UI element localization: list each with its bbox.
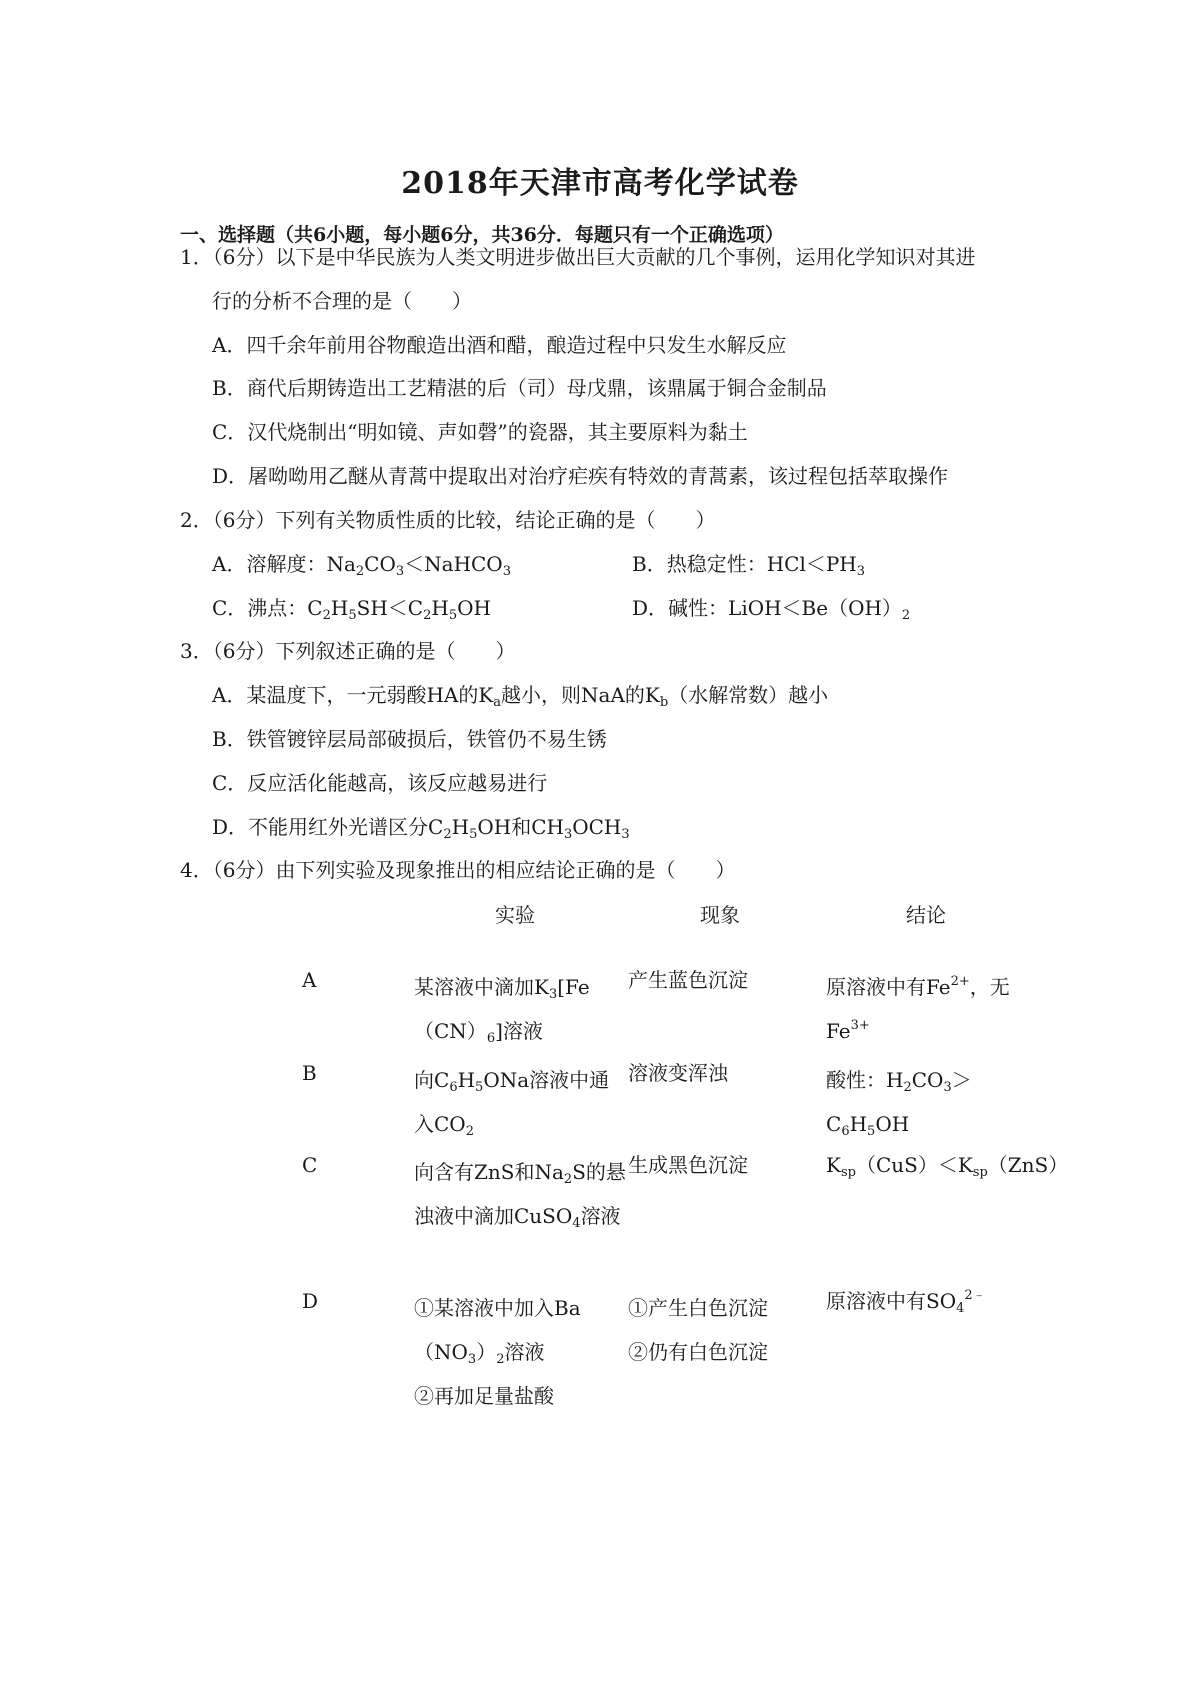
q2-option-b: B．热稳定性：$HCl<PH_3$ (632, 552, 866, 579)
q1-option-c: C．汉代烧制出“明如镜、声如磬”的瓷器，其主要原料为黏土 (212, 420, 748, 444)
table-header-conclusion: 结论 (906, 903, 946, 927)
row-d-phenomenon: ①产生白色沉淀 ②仍有白色沉淀 (628, 1296, 768, 1364)
q1-stem-line1: 1．（6分）以下是中华民族为人类文明进步做出巨大贡献的几个事例，运用化学知识对其进 (180, 245, 976, 269)
q2-option-a: A．溶解度：$Na_2CO_3<NaHCO_3$ (212, 552, 511, 579)
row-b-conclusion: 酸性：$H_2CO_3>C_6H_5OH$ (826, 1068, 972, 1139)
q1-stem-line2: 行的分析不合理的是（ ） (212, 289, 472, 313)
q2-option-c: C．沸点：$C_2H_5SH<C_2H_5OH$ (212, 596, 491, 623)
q1-option-a: A．四千余年前用谷物酿造出酒和醋，酿造过程中只发生水解反应 (212, 333, 787, 357)
table-header-phenomenon: 现象 (700, 903, 740, 927)
q3-option-c: C．反应活化能越高，该反应越易进行 (212, 771, 548, 795)
q1-option-d: D．屠呦呦用乙醚从青蒿中提取出对治疗疟疾有特效的青蒿素，该过程包括萃取操作 (212, 464, 949, 488)
q4-stem: 4．（6分）由下列实验及现象推出的相应结论正确的是（ ） (180, 858, 736, 882)
q3-option-b: B．铁管镀锌层局部破损后，铁管仍不易生锈 (212, 727, 607, 751)
row-d-experiment: ①某溶液中加入$Ba(NO_3)_2$溶液 ②再加足量盐酸 (414, 1296, 581, 1408)
row-a-experiment: 某溶液中滴加$K_3[Fe(CN)_6]$溶液 (414, 975, 590, 1046)
table-header-experiment: 实验 (495, 903, 535, 927)
section-header: 一、选择题（共6小题，每小题6分，共36分．每题只有一个正确选项） (180, 224, 784, 246)
row-c-label: C (302, 1153, 318, 1177)
q2-stem: 2．（6分）下列有关物质性质的比较，结论正确的是（ ） (180, 508, 716, 532)
row-a-conclusion: 原溶液中有$Fe^{2+}$，无$Fe^{3+}$ (826, 974, 1010, 1043)
row-c-conclusion: $K_{sp}(CuS)<K_{sp}(ZnS)$ (826, 1153, 1069, 1180)
q3-option-d: D．不能用红外光谱区分$C_2H_5OH$和$CH_3OCH_3$ (212, 815, 630, 842)
q3-stem: 3．（6分）下列叙述正确的是（ ） (180, 639, 516, 663)
row-b-experiment: 向$C_6H_5ONa$溶液中通入$CO_2$ (414, 1068, 610, 1139)
row-d-conclusion: 原溶液中有$SO_4^{2﹣}$ (826, 1288, 986, 1316)
row-c-phenomenon: 生成黑色沉淀 (628, 1153, 748, 1177)
row-a-phenomenon: 产生蓝色沉淀 (628, 968, 748, 992)
q3-option-a: A．某温度下，一元弱酸HA的$K_a$越小，则NaA的$K_b$（水解常数）越小 (212, 683, 829, 710)
row-b-phenomenon: 溶液变浑浊 (628, 1061, 728, 1085)
row-a-label: A (302, 968, 317, 992)
q2-option-d: D．碱性：$LiOH<Be(OH)_2$ (632, 596, 911, 623)
q1-option-b: B．商代后期铸造出工艺精湛的后（司）母戊鼎，该鼎属于铜合金制品 (212, 376, 827, 400)
row-b-label: B (302, 1061, 317, 1085)
row-c-experiment: 向含有ZnS和$Na_2S$的悬浊液中滴加CuSO$_4$溶液 (414, 1160, 626, 1231)
page-title: 2018年天津市高考化学试卷 (401, 166, 799, 201)
row-d-label: D (302, 1289, 319, 1313)
